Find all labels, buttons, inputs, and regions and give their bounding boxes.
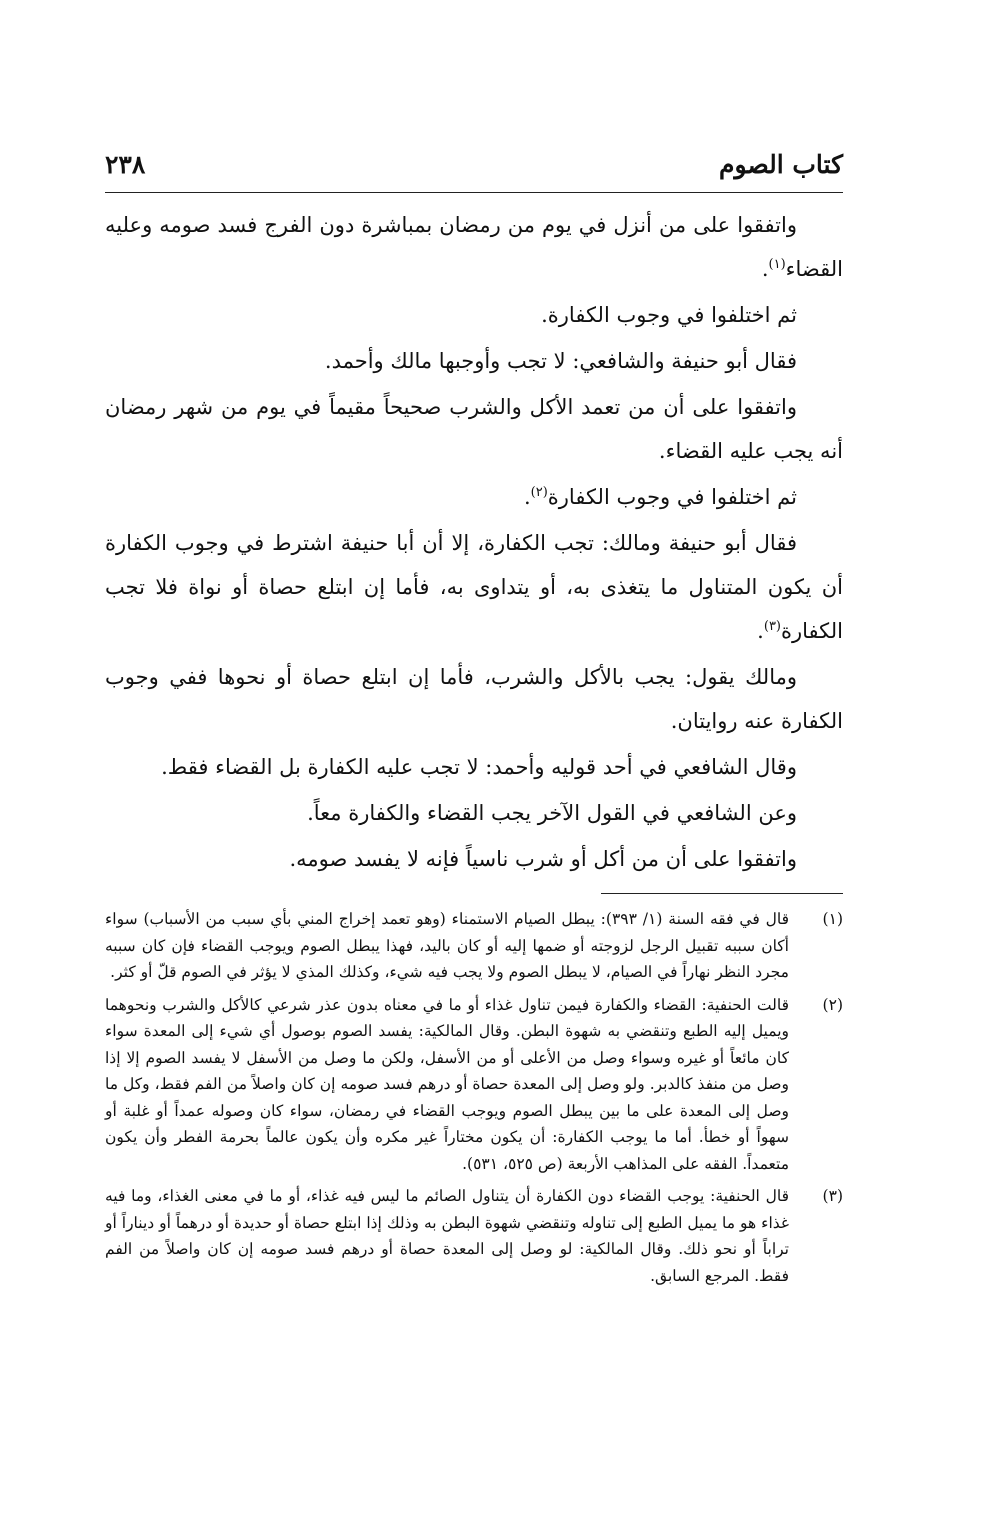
footnotes	[105, 906, 843, 1289]
footnote-ref: (٣)	[763, 619, 781, 634]
paragraph: ثم اختلفوا في وجوب الكفارة.	[541, 303, 797, 327]
paragraph: ومالك يقول: يجب بالأكل والشرب، فأما إن ابتلع حصاة أو نحوها ففي وجوب الكفارة عنه روايتان.	[105, 665, 843, 733]
footnote-ref: (١)	[768, 257, 786, 272]
paragraph: واتفقوا على من أنزل في يوم من رمضان بمباشرة دون الفرج فسد صومه وعليه القضاء$^{(١)}$.	[105, 213, 843, 281]
footnote-ref: (٢)	[530, 485, 548, 500]
page-header	[105, 150, 843, 193]
paragraph: واتفقوا على أن من تعمد الأكل والشرب صحيحاً مقيماً في يوم من شهر رمضان أنه يجب عليه القضاء.	[105, 395, 843, 463]
paragraph: وعن الشافعي في القول الآخر يجب القضاء والكفارة معاً.	[307, 801, 797, 825]
footnote	[105, 992, 843, 1178]
main-text	[105, 203, 843, 881]
footnote-number: (٣)	[822, 1187, 843, 1205]
footnote	[105, 1183, 843, 1289]
chapter-title: كتاب الصوم	[719, 150, 843, 179]
paragraph: واتفقوا على أن من أكل أو شرب ناسياً فإنه لا يفسد صومه.	[289, 847, 797, 871]
footnote-text: قال في فقه السنة (١/ ٣٩٣): يبطل الصيام الاستمناء (وهو تعمد إخراج المني بأي سبب من الأسباب) سواء أكان سببه تقبيل الرجل لزوجته أو ضمها إليه أو كان باليد، فهذا يبطل الصوم ويوجب القضاء فإن كان سببه مجرد النظر نهاراً في الصيام، لا يبطل الصوم ولا يجب فيه شيء، وكذلك المذي لا يؤثر في الصوم قلّ أو كثر.	[105, 910, 789, 981]
footnote-text: قال الحنفية: يوجب القضاء دون الكفارة أن يتناول الصائم ما ليس فيه غذاء، أو ما في معنى الغذاء، وما فيه غذاء هو ما يميل الطبع إلى تناوله وتنقضي شهوة البطن به وذلك إذا ابتلع حصاة أو حديدة أو درهماً أو ديناراً أو تراباً أو نحو ذلك. وقال المالكية: لو وصل إلى المعدة حصاة أو درهم فسد صومه إن كان واصلاً من الفم فقط. المرجع السابق.	[105, 1187, 789, 1285]
footnote-number: (١)	[822, 910, 843, 928]
page-number: ٢٣٨	[105, 150, 146, 179]
footnote-number: (٢)	[822, 995, 843, 1014]
paragraph: وقال الشافعي في أحد قوليه وأحمد: لا تجب عليه الكفارة بل القضاء فقط.	[161, 755, 797, 779]
paragraph: فقال أبو حنيفة والشافعي: لا تجب وأوجبها مالك وأحمد.	[324, 349, 797, 373]
paragraph: فقال أبو حنيفة ومالك: تجب الكفارة، إلا أن أبا حنيفة اشترط في وجوب الكفارة أن يكون المتناول ما يتغذى به، أو يتداوى به، فأما إن ابتلع حصاة أو نواة فلا تجب الكفارة$^{(٣)}$.	[105, 531, 843, 643]
footnote	[105, 906, 843, 986]
paragraph: ثم اختلفوا في وجوب الكفارة$^{(٢)}$.	[523, 485, 797, 509]
footnote-divider	[601, 893, 843, 894]
footnote-text: قالت الحنفية: القضاء والكفارة فيمن تناول غذاء أو ما في معناه بدون عذر شرعي كالأكل والشرب ونحوهما ويميل إليه الطبع وتنقضي به شهوة البطن. وقال المالكية: يفسد الصوم بوصول أي شيء إلى المعدة سواء كان مائعاً أو غيره وسواء وصل من الأعلى أو من الأسفل، ولكن ما وصل من الأسفل لا يفسد الصوم إلا إذا وصل من منفذ كالدبر. ولو وصل إلى المعدة حصاة أو درهم فسد صومه إن كان واصلاً من الفم فقط، وكل ما وصل إلى المعدة على ما بين يبطل الصوم ويوجب القضاء في رمضان، سواء كان وصوله عمداً أو غلبة أو سهواً أو خطأ. أما ما يوجب الكفارة: أن يكون مختاراً غير مكره وأن يكون عالماً بحرمة الفطر وأن يكون متعمداً. الفقه على المذاهب الأربعة (ص ٥٢٥، ٥٣١).	[105, 995, 789, 1173]
book-page	[105, 150, 843, 1295]
